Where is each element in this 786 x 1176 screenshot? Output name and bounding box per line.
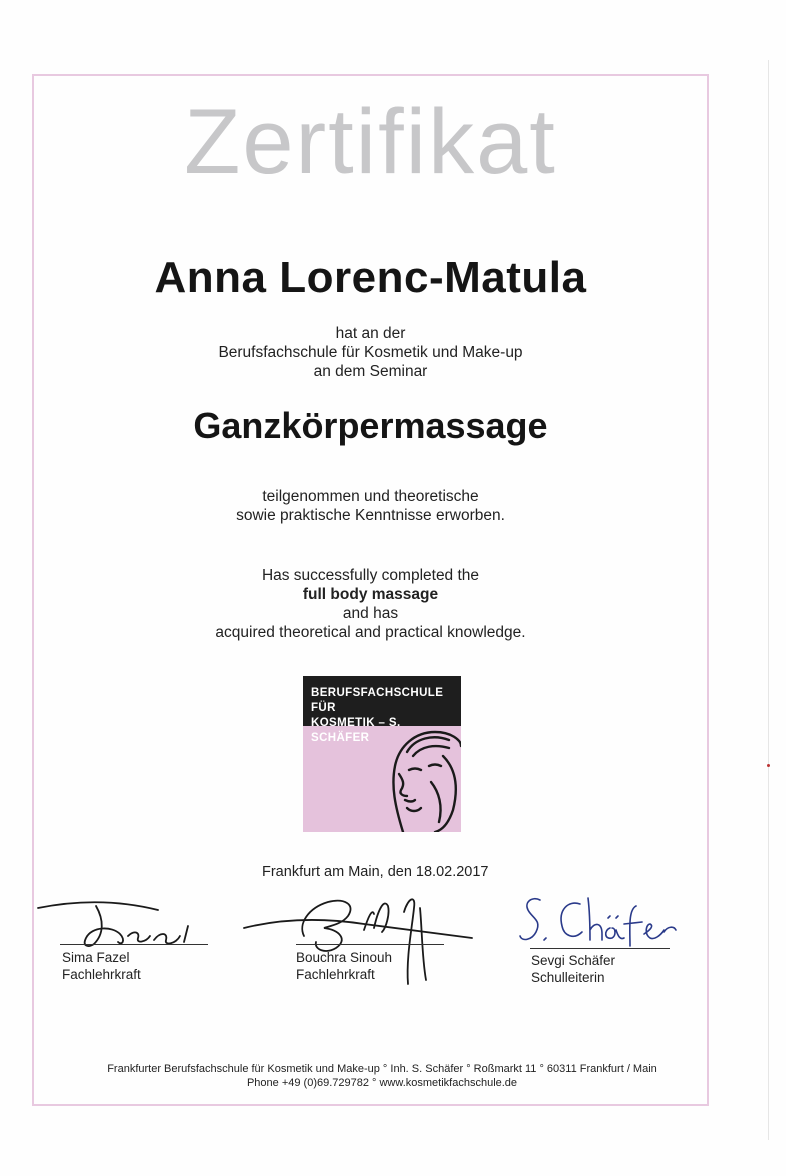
signatory-name: Sevgi Schäfer — [531, 953, 616, 968]
signatory-2 — [296, 949, 392, 983]
english-course: full body massage — [302, 586, 439, 603]
signatory-name: Sima Fazel — [62, 950, 130, 965]
signature-line-3 — [530, 948, 670, 949]
scan-edge-line — [768, 60, 769, 1140]
english-line: and has — [342, 605, 399, 622]
signatory-1 — [62, 949, 141, 983]
intro-line: Berufsfachschule für Kosmetik und Make-up — [218, 344, 523, 361]
intro-line: an dem Seminar — [313, 363, 428, 380]
scan-speck — [767, 764, 770, 767]
footer-line: Phone +49 (0)69.729782 ° www.kosmetikfachschule.de — [246, 1077, 518, 1089]
english-line: acquired theoretical and practical knowledge. — [215, 624, 526, 641]
intro-text — [32, 324, 709, 381]
footer-line: Frankfurter Berufsfachschule für Kosmetik und Make-up ° Inh. S. Schäfer ° Roßmarkt 11 ° 60311 Frankfurt / Main — [107, 1063, 657, 1075]
english-line: Has successfully completed the — [261, 567, 480, 584]
signature-line-1 — [60, 944, 208, 945]
signatory-role: Fachlehrkraft — [62, 967, 141, 982]
outro-line: sowie praktische Kenntnisse erworben. — [236, 507, 505, 524]
signatory-name: Bouchra Sinouh — [296, 950, 393, 965]
signatory-role: Fachlehrkraft — [296, 967, 375, 982]
logo-line: BERUFSFACHSCHULE FÜR — [311, 687, 444, 714]
intro-line: hat an der — [335, 325, 406, 342]
school-logo — [303, 676, 461, 832]
outro-line: teilgenommen und theoretische — [262, 488, 479, 505]
english-text — [32, 566, 709, 642]
date-line: Frankfurt am Main, den 18.02.2017 — [262, 864, 489, 880]
certificate-title: Zertifikat — [184, 91, 557, 193]
footer-address — [32, 1062, 732, 1090]
logo-line: KOSMETIK – S. SCHÄFER — [311, 717, 401, 744]
signature-3-scrawl — [518, 890, 678, 950]
german-outro — [32, 487, 709, 525]
signature-line-2 — [296, 944, 444, 945]
signatory-3 — [531, 952, 615, 986]
recipient-name: Anna Lorenc-Matula — [154, 253, 587, 302]
logo-header — [303, 676, 461, 744]
seminar-title: Ganzkörpermassage — [193, 405, 548, 446]
signatory-role: Schulleiterin — [531, 970, 605, 985]
woman-face-icon — [303, 726, 461, 832]
